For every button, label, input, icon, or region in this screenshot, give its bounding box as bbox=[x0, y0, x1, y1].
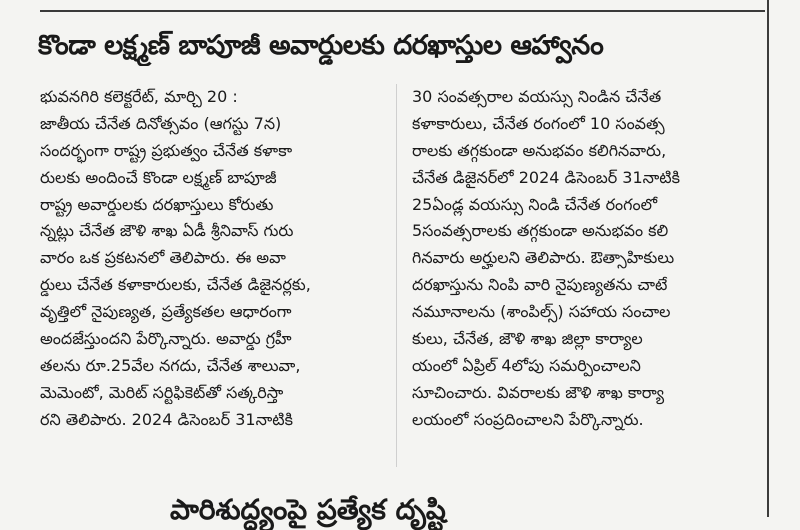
body-line: సందర్భంగా రాష్ట్ర ప్రభుత్వం చేనేత కళాకా bbox=[40, 140, 293, 160]
column-divider bbox=[396, 84, 397, 467]
left-column bbox=[40, 84, 380, 434]
article-headline: కొండా లక్ష్మణ్ బాపూజీ అవార్డులకు దరఖాస్తుల ఆహ్వానం bbox=[38, 30, 604, 61]
page-edge-rule bbox=[767, 0, 769, 517]
body-line: గినవారు అర్హులని తెలిపారు. ఔత్సాహికులు bbox=[412, 248, 675, 268]
body-line: రని తెలిపారు. 2024 డిసెంబర్ 31నాటికి bbox=[40, 409, 293, 429]
body-line: 30 సంవత్సరాల వయస్సు నిండిన చేనేత bbox=[412, 87, 662, 106]
body-line: 25ఏండ్ల వయస్సు నిండి చేనేత రంగంలో bbox=[412, 194, 658, 214]
body-line: ర్డులు చేనేత కళాకారులకు, చేనేత డిజైనర్లకు, bbox=[40, 275, 311, 295]
body-line: రులకు అందించే కొండా లక్ష్మణ్ బాపూజీ bbox=[40, 167, 277, 187]
body-line: చేనేత డిజైనర్‌లో 2024 డిసెంబర్ 31నాటికి bbox=[412, 167, 680, 187]
body-line: భువనగిరి కలెక్టరేట్, మార్చి 20 : bbox=[40, 87, 238, 106]
body-line: న్నట్లు చేనేత జౌళి శాఖ ఏడీ శ్రీనివాస్ గురు bbox=[40, 221, 294, 241]
body-line: వారం ఒక ప్రకటనలో తెలిపారు. ఈ అవా bbox=[40, 248, 286, 268]
body-line: లయంలో సంప్రదించాలని పేర్కొన్నారు. bbox=[412, 409, 644, 429]
body-line: నమూనాలను (శాంపిల్స్) సహాయ సంచాల bbox=[412, 302, 671, 322]
body-line: రాష్ట్ర అవార్డులకు దరఖాస్తులు కోరుతు bbox=[40, 194, 274, 214]
top-rule bbox=[40, 10, 765, 12]
body-line: తలను రూ.25వేల నగదు, చేనేత శాలువా, bbox=[40, 355, 301, 375]
body-line: దరఖాస్తును నింపి వారి నైపుణ్యతను చాటే bbox=[412, 275, 668, 295]
body-line: కులు, చేనేత, జౌళి శాఖ జిల్లా కార్యాల bbox=[412, 329, 643, 349]
next-article-headline: పారిశుద్ధ్యంపై ప్రత్యేక దృష్టి bbox=[170, 493, 446, 526]
body-line: మెమెంటో, మెరిట్ సర్టిఫికెట్‌తో సత్కరిస్తా bbox=[40, 382, 284, 402]
body-line: కళాకారులు, చేనేత రంగంలో 10 సంవత్స bbox=[412, 113, 665, 133]
body-line: 5సంవత్సరాలకు తగ్గకుండా అనుభవం కలి bbox=[412, 221, 669, 241]
body-line: సూచించారు. వివరాలకు జౌళి శాఖ కార్యా bbox=[412, 382, 665, 402]
body-line: రాలకు తగ్గకుండా అనుభవం కలిగినవారు, bbox=[412, 140, 667, 160]
body-line: యంలో ఏప్రిల్ 4లోపు సమర్పించాలని bbox=[412, 355, 641, 375]
body-line: వృత్తిలో నైపుణ్యత, ప్రత్యేకతల ఆధారంగా bbox=[40, 302, 292, 322]
body-line: జాతీయ చేనేత దినోత్సవం (ఆగస్టు 7న) bbox=[40, 113, 282, 133]
body-line: అందజేస్తుందని పేర్కొన్నారు. అవార్డు గ్రహీ bbox=[40, 329, 292, 349]
right-column bbox=[412, 84, 742, 434]
